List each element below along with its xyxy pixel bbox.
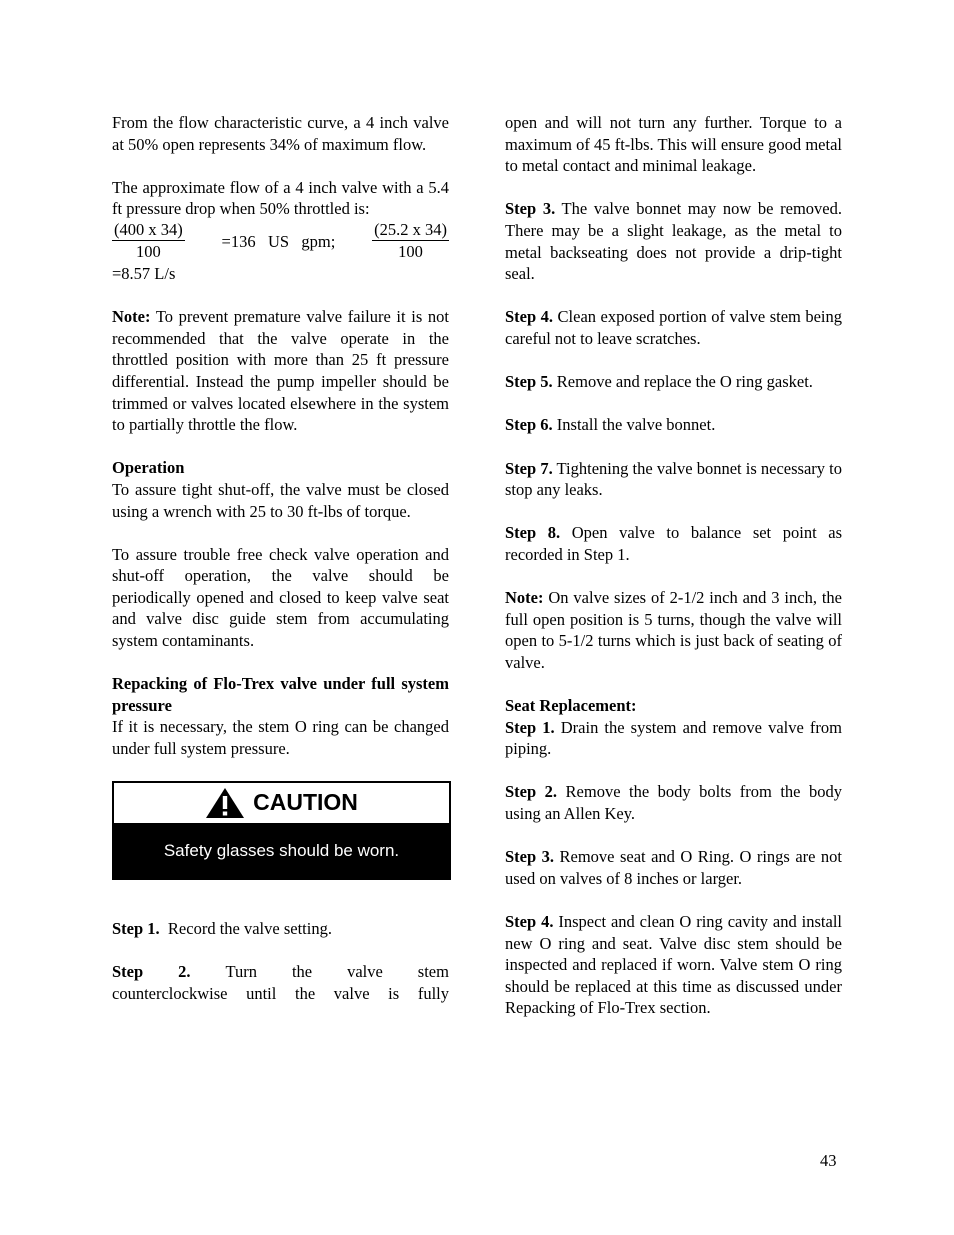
operation-heading-text: Operation <box>112 458 185 478</box>
note-label: Note: <box>505 588 544 608</box>
right-column <box>505 112 842 1041</box>
step-2-line-1 <box>112 961 449 983</box>
note-label: Note: <box>112 307 151 327</box>
seat-step-3-text: Remove seat and O Ring. O rings are not used on valves of 8 inches or larger. <box>505 847 843 888</box>
step-6-text: Install the valve bonnet. <box>552 415 716 435</box>
warning-triangle-icon <box>205 787 245 819</box>
formula-result-ls: =8.57 L/s <box>112 263 176 283</box>
step-7-label: Step 7. <box>505 458 553 478</box>
step-7-text: Tightening the valve bonnet is necessary to stop any leaks. <box>505 458 843 500</box>
fraction-numerator: (25.2 x 34) <box>374 219 447 239</box>
seat-step-4-text: Inspect and clean O ring cavity and install new O ring and seat. Valve disc stem should be inspected and replaced if worn. Valve stem O ring should be replaced at this time as discussed under Repacking of Flo-Trex section. <box>505 911 843 1018</box>
step-2-number: 2. <box>178 962 191 982</box>
seat-step-4 <box>505 911 842 1019</box>
step-8 <box>505 522 842 565</box>
step-4-label: Step 4. <box>505 307 554 327</box>
note-text: On valve sizes of 2-1/2 inch and 3 inch, the full open position is 5 turns, though the valve will open to 5-1/2 turns which is just back of seating of valve. <box>505 588 842 672</box>
step-8-text: Open valve to balance set point as recorded in Step 1. <box>505 523 843 564</box>
operation-paragraph-2: To assure trouble free check valve operation and shut-off operation, the valve should be periodically opened and closed to keep valve seat and valve disc guide stem from accumulating system contaminants. <box>112 544 449 651</box>
step-1-text: Record the valve setting. <box>159 919 332 939</box>
step-1-label: Step 1. <box>112 919 160 939</box>
step-4 <box>505 306 842 349</box>
seat-step-2-label: Step 2. <box>505 782 558 802</box>
fraction-gpm <box>112 220 185 263</box>
seat-replacement-heading-text: Seat Replacement: <box>505 696 637 716</box>
caution-box <box>112 781 451 880</box>
step-3-text: The valve bonnet may now be removed. There may be a slight leakage, as the metal to metal backseating does not provide a drip-tight seal. <box>505 199 842 284</box>
step-4-text: Clean exposed portion of valve stem being careful not to leave scratches. <box>505 307 843 348</box>
flow-curve-paragraph: From the flow characteristic curve, a 4 inch valve at 50% open represents 34% of maximum flow. <box>112 113 449 154</box>
seat-step-1 <box>505 717 842 760</box>
step-2-word: the <box>291 962 313 982</box>
operation-paragraph: To assure tight shut-off, the valve must be closed using a wrench with 25 to 30 ft-lbs of torque. <box>112 479 449 521</box>
approx-flow-paragraph: The approximate flow of a 4 inch valve with a 5.4 ft pressure drop when 50% throttled is: <box>112 177 449 219</box>
seat-step-2 <box>505 781 842 824</box>
step-6 <box>505 414 842 436</box>
step-2-word: stem <box>417 962 449 982</box>
step-5-label: Step 5. <box>505 372 553 392</box>
seat-step-2-text: Remove the body bolts from the body using an Allen Key. <box>505 782 842 823</box>
step-5-text: Remove and replace the O ring gasket. <box>552 372 813 392</box>
left-column <box>112 112 449 1005</box>
caution-message: Safety glasses should be worn. <box>114 823 449 878</box>
step-2-continued: open and will not turn any further. Torque to a maximum of 45 ft-lbs. This will ensure good metal to metal contact and minimal leakage. <box>505 113 842 176</box>
seat-step-1-text: Drain the system and remove valve from piping. <box>505 717 843 759</box>
step-2-word: valve <box>347 962 383 982</box>
seat-step-3-label: Step 3. <box>505 847 555 867</box>
caution-title: CAUTION <box>253 789 358 816</box>
fraction-ls <box>372 220 449 263</box>
fraction-denominator: 100 <box>398 241 423 261</box>
operation-heading <box>112 457 449 479</box>
step-8-label: Step 8. <box>505 523 561 543</box>
fraction-denominator: 100 <box>136 241 161 261</box>
note-paragraph-right <box>505 587 842 673</box>
step-1 <box>112 918 449 940</box>
seat-step-3 <box>505 846 842 889</box>
repacking-heading <box>112 673 449 716</box>
seat-step-1-label: Step 1. <box>505 717 555 737</box>
formula-result-gpm: =136 US gpm; <box>221 231 336 251</box>
step-3 <box>505 198 842 284</box>
fraction-numerator: (400 x 34) <box>114 219 183 239</box>
step-2-line-2: counterclockwise until the valve is fully <box>112 984 449 1003</box>
repacking-heading-text: Repacking of Flo-Trex valve under full system pressure <box>112 674 449 715</box>
caution-header <box>114 783 449 823</box>
seat-step-4-label: Step 4. <box>505 911 554 931</box>
step-3-label: Step 3. <box>505 199 556 219</box>
step-6-label: Step 6. <box>505 415 553 435</box>
step-2-label: Step <box>112 962 144 982</box>
step-5 <box>505 371 842 393</box>
note-text: To prevent premature valve failure it is not recommended that the valve operate in the throttled position with more than 25 ft pressure differential. Instead the pump impeller should be trimmed or valves located elsewhere in the system to partially throttle the flow. <box>112 307 449 435</box>
page-number: 43 <box>820 1151 837 1170</box>
step-2-word: Turn <box>225 962 257 982</box>
seat-replacement-heading <box>505 695 842 717</box>
repacking-paragraph: If it is necessary, the stem O ring can be changed under full system pressure. <box>112 717 449 759</box>
note-paragraph <box>112 306 449 436</box>
step-7 <box>505 458 842 501</box>
flow-formula <box>112 220 449 263</box>
